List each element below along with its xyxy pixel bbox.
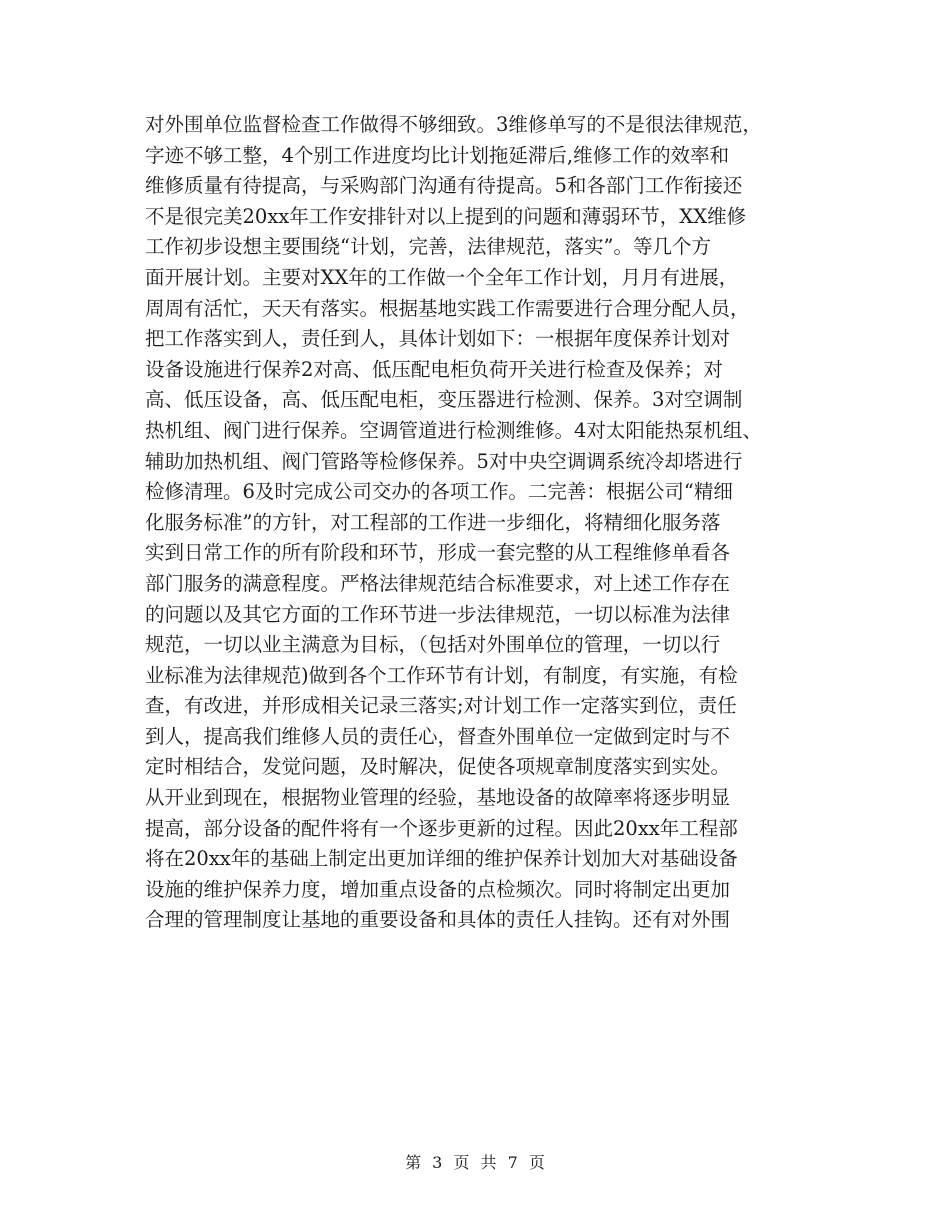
text-line: 辅助加热机组、阀门管路等检修保养。5对中央空调调系统冷却塔进行 — [145, 449, 743, 473]
text-line: 工作初步设想主要围绕“计划，完善，法律规范，落实”。等几个方 — [145, 235, 711, 259]
text-line: 字迹不够工整，4个别工作进度均比计划拖延滞后,维修工作的效率和 — [145, 143, 730, 167]
text-line: 维修质量有待提高，与采购部门沟通有待提高。5和各部门工作衔接还 — [145, 174, 743, 198]
text-line: 热机组、阀门进行保养。空调管道进行检测维修。4对太阳能热泵机组、 — [145, 418, 762, 442]
text-line: 高、低压设备，高、低压配电柜，变压器进行检测、保养。3对空调制 — [145, 388, 743, 412]
text-line: 不是很完美20xx年工作安排针对以上提到的问题和薄弱环节，XX维修 — [145, 204, 747, 228]
page-number-footer: 第 3 页 共 7 页 — [405, 1153, 545, 1172]
text-line: 部门服务的满意程度。严格法律规范结合标准要求，对上述工作存在 — [145, 571, 731, 595]
text-line: 周周有活忙，天天有落实。根据基地实践工作需要进行合理分配人员， — [145, 296, 750, 320]
text-line: 检修清理。6及时完成公司交办的各项工作。二完善：根据公司“精细 — [145, 480, 733, 504]
text-line: 的问题以及其它方面的工作环节进一步法律规范，一切以标准为法律 — [145, 602, 731, 626]
text-line: 合理的管理制度让基地的重要设备和具体的责任人挂钩。还有对外围 — [145, 908, 731, 932]
text-line: 提高，部分设备的配件将有一个逐步更新的过程。因此20xx年工程部 — [145, 816, 738, 840]
text-line: 化服务标准”的方针，对工程部的工作进一步细化，将精细化服务落 — [145, 510, 721, 534]
text-line: 到人，提高我们维修人员的责任心，督查外围单位一定做到定时与不 — [145, 724, 731, 748]
text-line: 面开展计划。主要对XX年的工作做一个全年工作计划，月月有进展， — [145, 265, 739, 289]
body-text — [145, 110, 825, 936]
text-line: 业标准为法律规范)做到各个工作环节有计划，有制度，有实施，有检 — [145, 663, 738, 687]
text-line: 从开业到现在，根据物业管理的经验，基地设备的故障率将逐步明显 — [145, 786, 731, 810]
text-line: 设施的维护保养力度，增加重点设备的点检频次。同时将制定出更加 — [145, 877, 731, 901]
text-line: 对外围单位监督检查工作做得不够细致。3维修单写的不是很法律规范， — [145, 113, 762, 136]
text-line: 设备设施进行保养2对高、低压配电柜负荷开关进行检查及保养；对 — [145, 357, 723, 381]
text-line: 把工作落实到人，责任到人，具体计划如下：一根据年度保养计划对 — [145, 327, 731, 351]
text-line: 将在20xx年的基础上制定出更加详细的维护保养计划加大对基础设备 — [145, 847, 738, 871]
text-line: 定时相结合，发觉问题，及时解决，促使各项规章制度落实到实处。 — [145, 755, 731, 779]
text-line: 查，有改进，并形成相关记录三落实;对计划工作一定落实到位，责任 — [145, 694, 737, 718]
text-line: 规范，一切以业主满意为目标，（包括对外围单位的管理，一切以行 — [145, 633, 721, 657]
text-line: 实到日常工作的所有阶段和环节，形成一套完整的从工程维修单看各 — [145, 541, 731, 565]
